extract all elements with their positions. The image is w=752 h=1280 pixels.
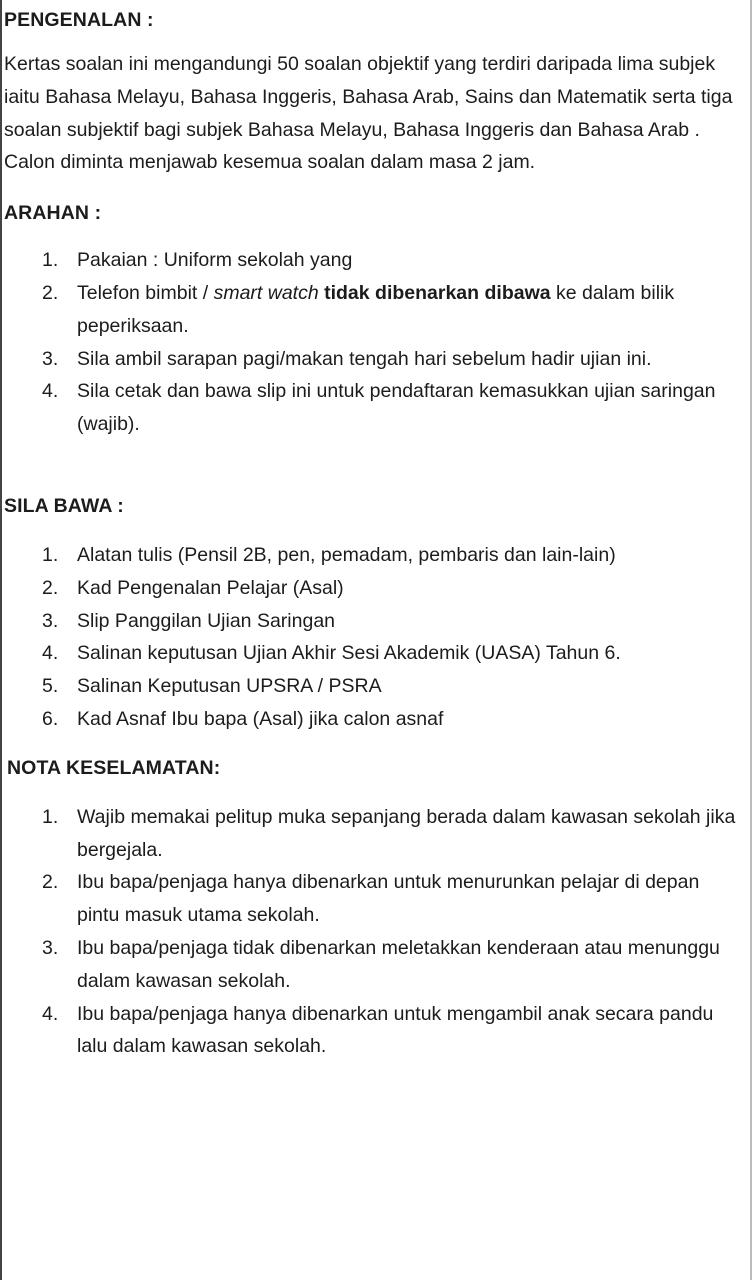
list-item — [4, 277, 744, 343]
list-number: 1. — [42, 805, 59, 828]
list-number: 4. — [42, 1002, 59, 1025]
list-text: Ibu bapa/penjaga hanya dibenarkan untuk menurunkan pelajar di depan pintu masuk utama sekolah. — [77, 871, 700, 927]
list-text: Sila ambil sarapan pagi/makan tengah hari sebelum hadir ujian ini. — [77, 347, 652, 370]
list-text: Alatan tulis (Pensil 2B, pen, pemadam, pembaris dan lain-lain) — [77, 543, 616, 566]
list-number: 1. — [42, 249, 59, 272]
heading-nota-keselamatan: NOTA KESELAMATAN: — [7, 756, 221, 779]
list-item — [4, 605, 744, 638]
list-text: Wajib memakai pelitup muka sepanjang berada dalam kawasan sekolah jika bergejala. — [77, 805, 736, 861]
list-text-bold: tidak dibenarkan dibawa — [318, 281, 551, 304]
list-text: Sila cetak dan bawa slip ini untuk pendaftaran kemasukkan ujian saringan (wajib). — [77, 380, 716, 436]
list-text: Salinan Keputusan UPSRA / PSRA — [77, 675, 382, 698]
list-item — [4, 703, 744, 736]
list-number: 3. — [42, 347, 59, 370]
list-item — [4, 998, 744, 1064]
list-item — [4, 637, 744, 670]
heading-pengenalan: PENGENALAN : — [4, 9, 154, 31]
pengenalan-paragraph: Kertas soalan ini mengandungi 50 soalan objektif yang terdiri daripada lima subjek iaitu Bahasa Melayu, Bahasa Inggeris, Bahasa Arab, Sains dan Matematik serta tiga soalan subjektif bagi subjek Bahasa Melayu, Bahasa Inggeris dan Bahasa Arab . Calon diminta menjawab kesemua soalan dalam masa 2 jam. — [4, 53, 733, 174]
sila-bawa-list — [4, 539, 744, 736]
list-item — [4, 670, 744, 703]
list-number: 2. — [42, 871, 59, 894]
list-text-italic: smart watch — [213, 281, 319, 304]
list-text: Pakaian : Uniform sekolah yang — [77, 249, 353, 272]
list-number: 4. — [42, 642, 59, 665]
list-text: Kad Asnaf Ibu bapa (Asal) jika calon asnaf — [77, 707, 444, 730]
list-number: 6. — [42, 707, 59, 730]
list-number: 3. — [42, 936, 59, 959]
page-border-left — [0, 0, 2, 1280]
list-item — [4, 343, 744, 376]
list-text-pre: Telefon bimbit / — [77, 281, 214, 304]
heading-arahan: ARAHAN : — [4, 202, 102, 225]
list-item — [4, 375, 744, 441]
list-item — [4, 244, 744, 277]
heading-sila-bawa: SILA BAWA : — [4, 494, 124, 517]
arahan-list — [4, 244, 744, 441]
section-pengenalan — [4, 8, 744, 179]
list-number: 1. — [42, 543, 59, 566]
list-text-post: ke dalam bilik peperiksaan. — [77, 281, 675, 337]
list-item — [4, 932, 744, 998]
list-text: Slip Panggilan Ujian Saringan — [77, 609, 336, 632]
list-number: 3. — [42, 609, 59, 632]
nota-list — [4, 801, 744, 1063]
section-arahan — [4, 201, 744, 441]
document-body — [4, 0, 744, 1063]
section-nota-keselamatan — [4, 756, 744, 1063]
section-sila-bawa — [4, 494, 744, 736]
list-text: Ibu bapa/penjaga hanya dibenarkan untuk mengambil anak secara pandu lalu dalam kawasan sekolah. — [77, 1002, 714, 1058]
list-number: 5. — [42, 675, 59, 698]
list-number: 4. — [42, 380, 59, 403]
list-number: 2. — [42, 576, 59, 599]
list-item — [4, 866, 744, 932]
list-text: Salinan keputusan Ujian Akhir Sesi Akademik (UASA) Tahun 6. — [77, 642, 621, 665]
list-text: Ibu bapa/penjaga tidak dibenarkan meletakkan kenderaan atau menunggu dalam kawasan sekolah. — [77, 936, 720, 992]
list-number: 2. — [42, 281, 59, 304]
list-item — [4, 801, 744, 867]
list-text: Kad Pengenalan Pelajar (Asal) — [77, 576, 344, 599]
list-item — [4, 572, 744, 605]
list-item — [4, 539, 744, 572]
